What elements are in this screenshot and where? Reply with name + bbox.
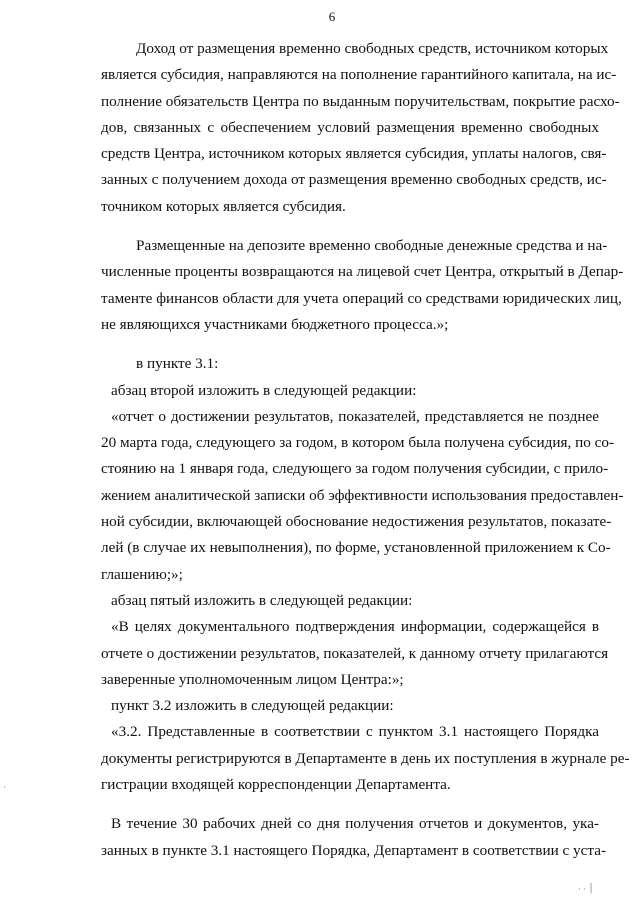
paragraph-review-period	[101, 811, 607, 864]
text-line: гистрации входящей корреспонденции Департамента.	[101, 776, 451, 794]
text-line: не являющихся участниками бюджетного процесса.»;	[101, 315, 449, 333]
text-line: является субсидия, направляются на пополнение гарантийного капитала, на ис-	[101, 66, 617, 84]
page-number: 6	[328, 9, 336, 24]
text-line: 20 марта года, следующего за годом, в котором была получена субсидия, по со-	[101, 434, 615, 452]
text-line: пункт 3.2 изложить в следующей редакции:	[111, 697, 394, 715]
text-line: в пункте 3.1:	[136, 355, 219, 373]
paragraph-clause-3-2-heading	[101, 693, 599, 719]
paragraph-income-allocation	[101, 36, 620, 220]
text-line: численные проценты возвращаются на лицевой счет Центра, открытый в Депар-	[101, 263, 624, 281]
text-line: заверенные уполномоченным лицом Центра:»;	[101, 670, 404, 688]
paragraph-document-confirmation	[101, 614, 609, 693]
text-line: жением аналитической записки об эффективности использования предоставлен-	[101, 486, 624, 504]
paragraph-second-abstract	[101, 378, 599, 404]
text-line: глашению;»;	[101, 565, 183, 583]
text-line: документы регистрируются в Департаменте в день их поступления в журнале ре-	[101, 749, 630, 767]
paragraph-report-deadline	[101, 404, 624, 588]
text-line: таменте финансов области для учета операций со средствами юридических лиц,	[101, 289, 622, 307]
scan-artifact-mark: · · ׀	[578, 884, 594, 894]
document-body	[101, 36, 630, 864]
scan-artifact-mark: ·	[3, 782, 6, 792]
text-line: В течение 30 рабочих дней со дня получения отчетов и документов, ука-	[111, 815, 599, 833]
text-line: Размещенные на депозите временно свободные денежные средства и на-	[136, 237, 608, 255]
paragraph-clause-3-1	[101, 351, 599, 377]
text-line: отчете о достижении результатов, показателей, к данному отчету прилагаются	[101, 644, 609, 662]
text-line: лей (в случае их невыполнения), по форме, установленной приложением к Со-	[101, 539, 611, 557]
text-line: Доход от размещения временно свободных средств, источником которых	[136, 40, 609, 57]
paragraph-clause-3-2-registration	[101, 719, 630, 798]
text-line: полнение обязательств Центра по выданным поручительствам, покрытие расхо-	[101, 92, 620, 110]
text-line: ной субсидии, включающей обоснование недостижения результатов, показате-	[101, 513, 612, 531]
text-line: точником которых является субсидия.	[101, 197, 346, 215]
text-line: «В целях документального подтверждения информации, содержащейся в	[111, 618, 599, 636]
text-line: стоянию на 1 января года, следующего за годом получения субсидии, с прило-	[101, 460, 609, 478]
text-line: дов, связанных с обеспечением условий размещения временно свободных	[101, 118, 599, 136]
text-line: абзац второй изложить в следующей редакции:	[111, 381, 417, 399]
text-line: «3.2. Представленные в соответствии с пунктом 3.1 настоящего Порядка	[111, 723, 599, 741]
text-line: абзац пятый изложить в следующей редакции:	[111, 591, 413, 609]
paragraph-deposit-return	[101, 233, 624, 338]
text-line: занных в пункте 3.1 настоящего Порядка, Департамент в соответствии с уста-	[101, 841, 607, 859]
text-line: занных с получением дохода от размещения временно свободных средств, ис-	[101, 171, 607, 189]
text-line: «отчет о достижении результатов, показателей, представляется не позднее	[111, 407, 599, 425]
paragraph-fifth-abstract	[101, 588, 599, 614]
text-line: средств Центра, источником которых является субсидия, уплаты налогов, свя-	[101, 145, 607, 163]
